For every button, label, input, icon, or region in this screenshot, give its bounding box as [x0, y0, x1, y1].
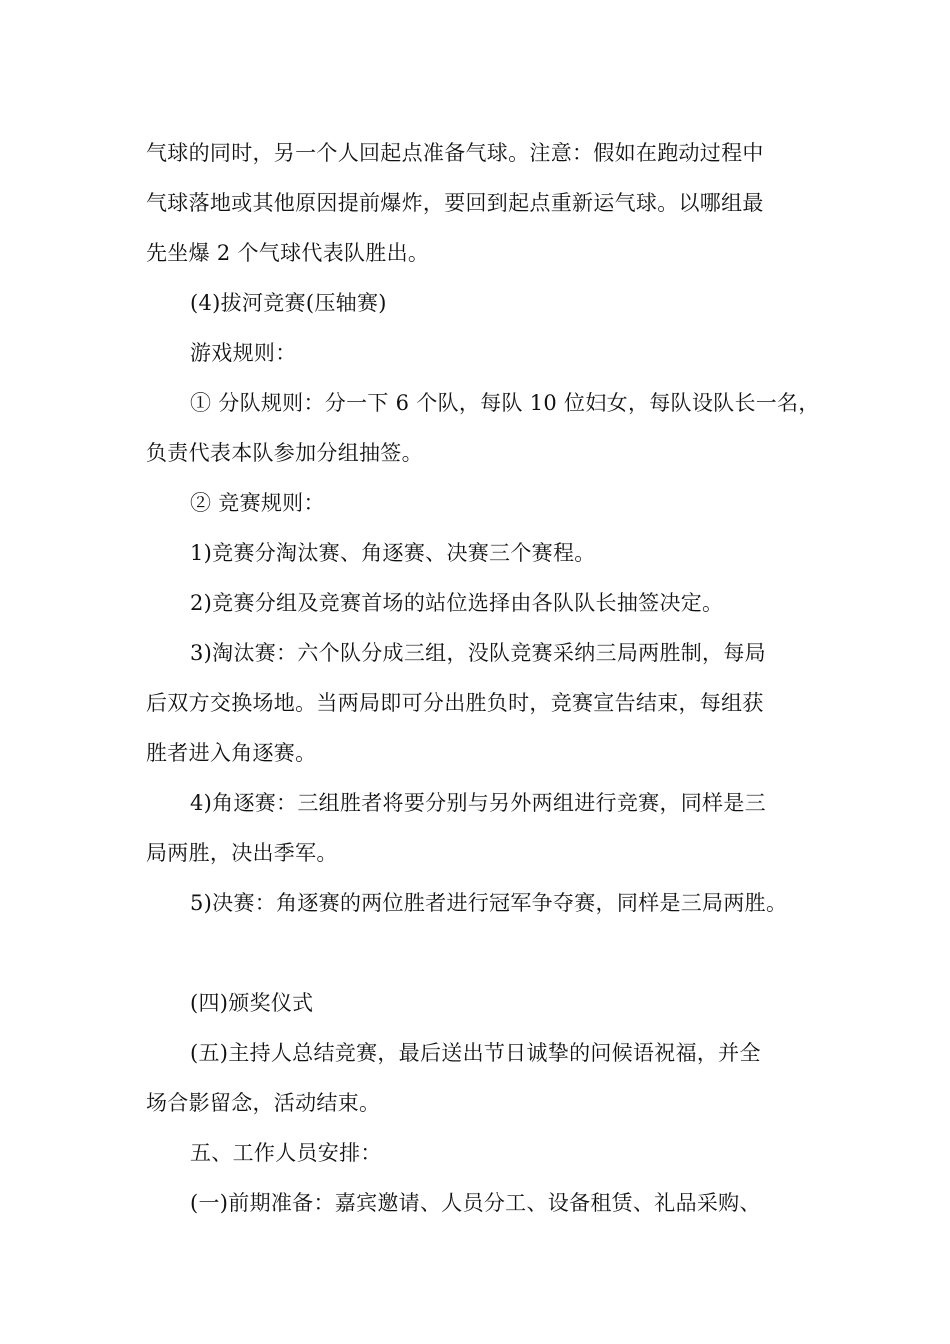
text-line: (一)前期准备：嘉宾邀请、人员分工、设备租赁、礼品采购、 — [190, 1191, 761, 1215]
text-line: 局两胜，决出季军。 — [146, 841, 338, 865]
section-heading-staff-arrangement — [146, 1128, 836, 1178]
text-line: 五、工作人员安排： — [190, 1141, 382, 1165]
text-line: (4)拔河竞赛(压轴赛) — [190, 291, 387, 315]
text-line: 胜者进入角逐赛。 — [146, 741, 317, 765]
section-heading-award-ceremony — [146, 978, 836, 1028]
text-line: 游戏规则： — [190, 341, 297, 365]
text-line: 负责代表本队参加分组抽签。 — [146, 441, 423, 465]
paragraph-team-division-rules — [146, 378, 836, 478]
rule-item-3-elimination — [146, 628, 836, 778]
text-line: 5)决赛：角逐赛的两位胜者进行冠军争夺赛，同样是三局两胜。 — [190, 891, 788, 915]
text-line: 气球落地或其他原因提前爆炸，要回到起点重新运气球。以哪组最 — [146, 191, 764, 215]
paragraph-balloon-rules-continued — [146, 128, 836, 278]
text-line: 1)竞赛分淘汰赛、角逐赛、决赛三个赛程。 — [190, 541, 596, 565]
competition-rules-label — [146, 478, 836, 528]
rule-item-4-contest — [146, 778, 836, 878]
rule-item-1 — [146, 528, 836, 578]
game-rules-label — [146, 328, 836, 378]
section-heading-tug-of-war — [146, 278, 836, 328]
text-line: ① 分队规则：分一下 6 个队，每队 10 位妇女，每队设队长一名， — [190, 391, 820, 415]
text-line: (四)颁奖仪式 — [190, 991, 314, 1015]
text-line: (五)主持人总结竞赛，最后送出节日诚挚的问候语祝福，并全 — [190, 1041, 761, 1065]
paragraph-preparation — [146, 1178, 836, 1228]
text-line: 气球的同时，另一个人回起点准备气球。注意：假如在跑动过程中 — [146, 141, 764, 165]
paragraph-host-summary — [146, 1028, 836, 1128]
text-line: 场合影留念，活动结束。 — [146, 1091, 381, 1115]
text-line: 3)淘汰赛：六个队分成三组，没队竞赛采纳三局两胜制，每局 — [190, 641, 766, 665]
rule-item-5-final — [146, 878, 836, 928]
rule-item-2 — [146, 578, 836, 628]
text-line: 先坐爆 2 个气球代表队胜出。 — [146, 241, 430, 265]
text-line: 2)竞赛分组及竞赛首场的站位选择由各队队长抽签决定。 — [190, 591, 724, 615]
text-line: 4)角逐赛：三组胜者将要分别与另外两组进行竞赛，同样是三 — [190, 791, 766, 815]
text-line: ② 竞赛规则： — [190, 491, 325, 515]
text-line: 后双方交换场地。当两局即可分出胜负时，竞赛宣告结束，每组获 — [146, 691, 764, 715]
